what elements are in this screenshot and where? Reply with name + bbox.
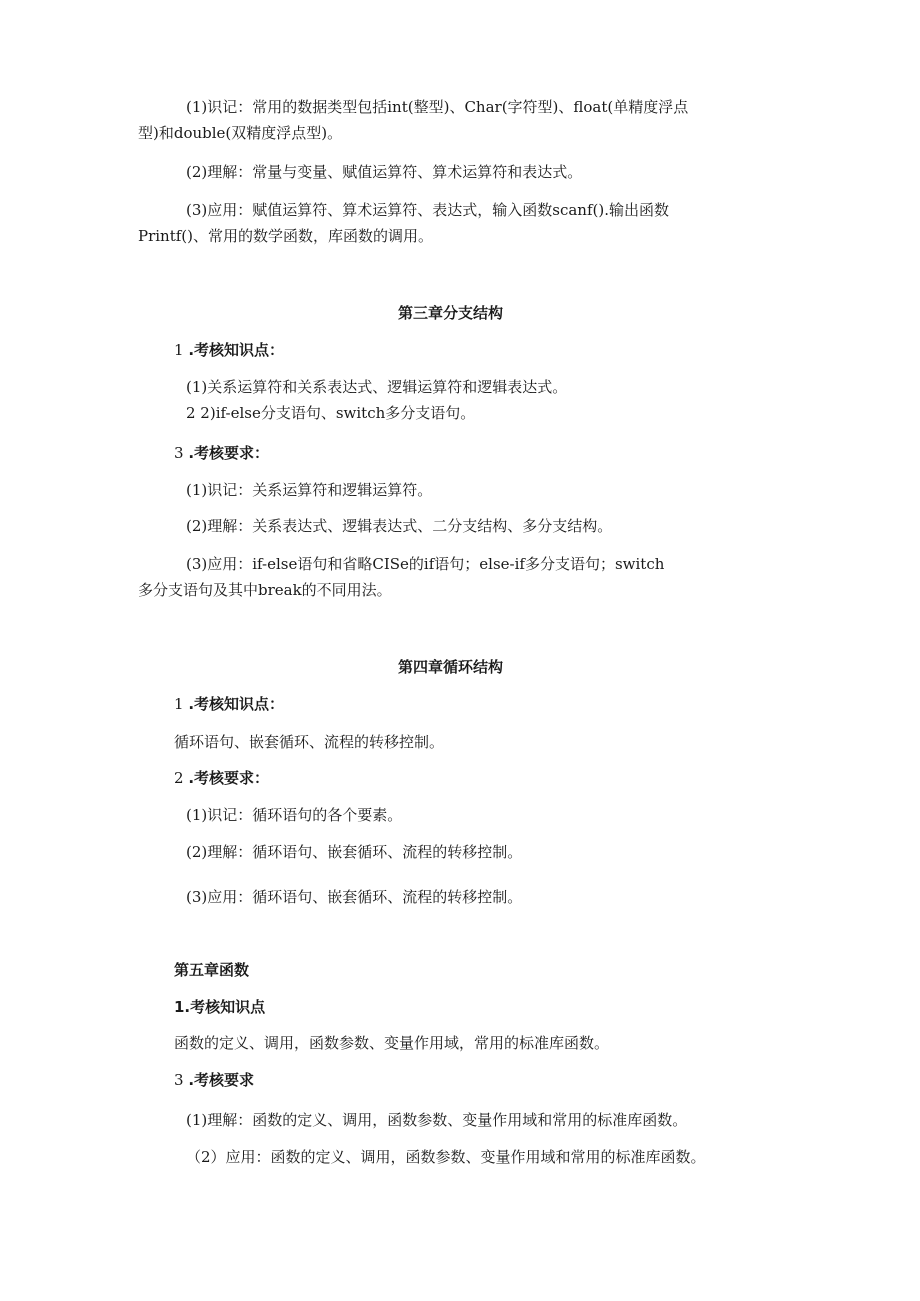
ch4-knowledge-label: .考核知识点： <box>188 695 285 713</box>
ch3-knowledge-label: .考核知识点： <box>188 341 285 359</box>
ch3-requirements-heading <box>174 440 269 466</box>
ch5-requirements-heading <box>174 1067 254 1093</box>
ch3-req-1: (1)识记：关系运算符和逻辑运算符。 <box>186 481 433 499</box>
ch5-req-2: （2）应用：函数的定义、调用，函数参数、变量作用域和常用的标准库函数。 <box>186 1148 706 1166</box>
ch4-title: 第四章循环结构 <box>398 658 504 676</box>
ch3-knowledge-2: 2 2)if-else分支语句、switch多分支语句。 <box>186 404 476 422</box>
ch5-knowledge-1: 函数的定义、调用，函数参数、变量作用域，常用的标准库函数。 <box>174 1034 610 1052</box>
ch4-requirements-number: 2 <box>174 769 184 787</box>
ch5-req-1: (1)理解：函数的定义、调用，函数参数、变量作用域和常用的标准库函数。 <box>186 1111 688 1129</box>
ch4-req-3: (3)应用：循环语句、嵌套循环、流程的转移控制。 <box>186 888 523 906</box>
ch4-knowledge-1: 循环语句、嵌套循环、流程的转移控制。 <box>174 733 445 751</box>
ch4-requirements-label: .考核要求： <box>188 769 270 787</box>
ch3-req-2: (2)理解：关系表达式、逻辑表达式、二分支结构、多分支结构。 <box>186 517 613 535</box>
ch2-req2: (2)理解：常量与变量、赋值运算符、算术运算符和表达式。 <box>186 163 583 181</box>
ch4-req-1: (1)识记：循环语句的各个要素。 <box>186 806 403 824</box>
ch3-title: 第三章分支结构 <box>398 304 504 322</box>
ch5-knowledge-heading: 1.考核知识点 <box>174 998 266 1016</box>
ch3-knowledge-heading <box>174 337 284 363</box>
ch4-req-2: (2)理解：循环语句、嵌套循环、流程的转移控制。 <box>186 843 523 861</box>
ch3-req-3-line2: 多分支语句及其中break的不同用法。 <box>138 581 392 599</box>
ch2-req3-line1: (3)应用：赋值运算符、算术运算符、表达式，输入函数scanf().输出函数 <box>186 201 669 219</box>
ch2-req1-line1: (1)识记：常用的数据类型包括int(整型)、Char(字符型)、float(单精度浮点 <box>186 98 689 116</box>
ch3-requirements-number: 3 <box>174 444 184 462</box>
ch3-requirements-label: .考核要求： <box>188 444 270 462</box>
ch3-knowledge-1: (1)关系运算符和关系表达式、逻辑运算符和逻辑表达式。 <box>186 378 568 396</box>
ch2-req3-line2: Printf()、常用的数学函数，库函数的调用。 <box>138 227 434 245</box>
ch5-requirements-number: 3 <box>174 1071 184 1089</box>
ch3-knowledge-number: 1 <box>174 341 184 359</box>
ch5-requirements-label: .考核要求 <box>188 1071 255 1089</box>
ch2-req1-line2: 型)和double(双精度浮点型)。 <box>138 124 343 142</box>
ch4-knowledge-number: 1 <box>174 695 184 713</box>
ch4-knowledge-heading <box>174 691 284 717</box>
ch5-title: 第五章函数 <box>174 961 250 979</box>
ch3-req-3-line1: (3)应用：if-else语句和省略CISe的if语句；else-if多分支语句；switch <box>186 555 665 573</box>
ch4-requirements-heading <box>174 765 269 791</box>
